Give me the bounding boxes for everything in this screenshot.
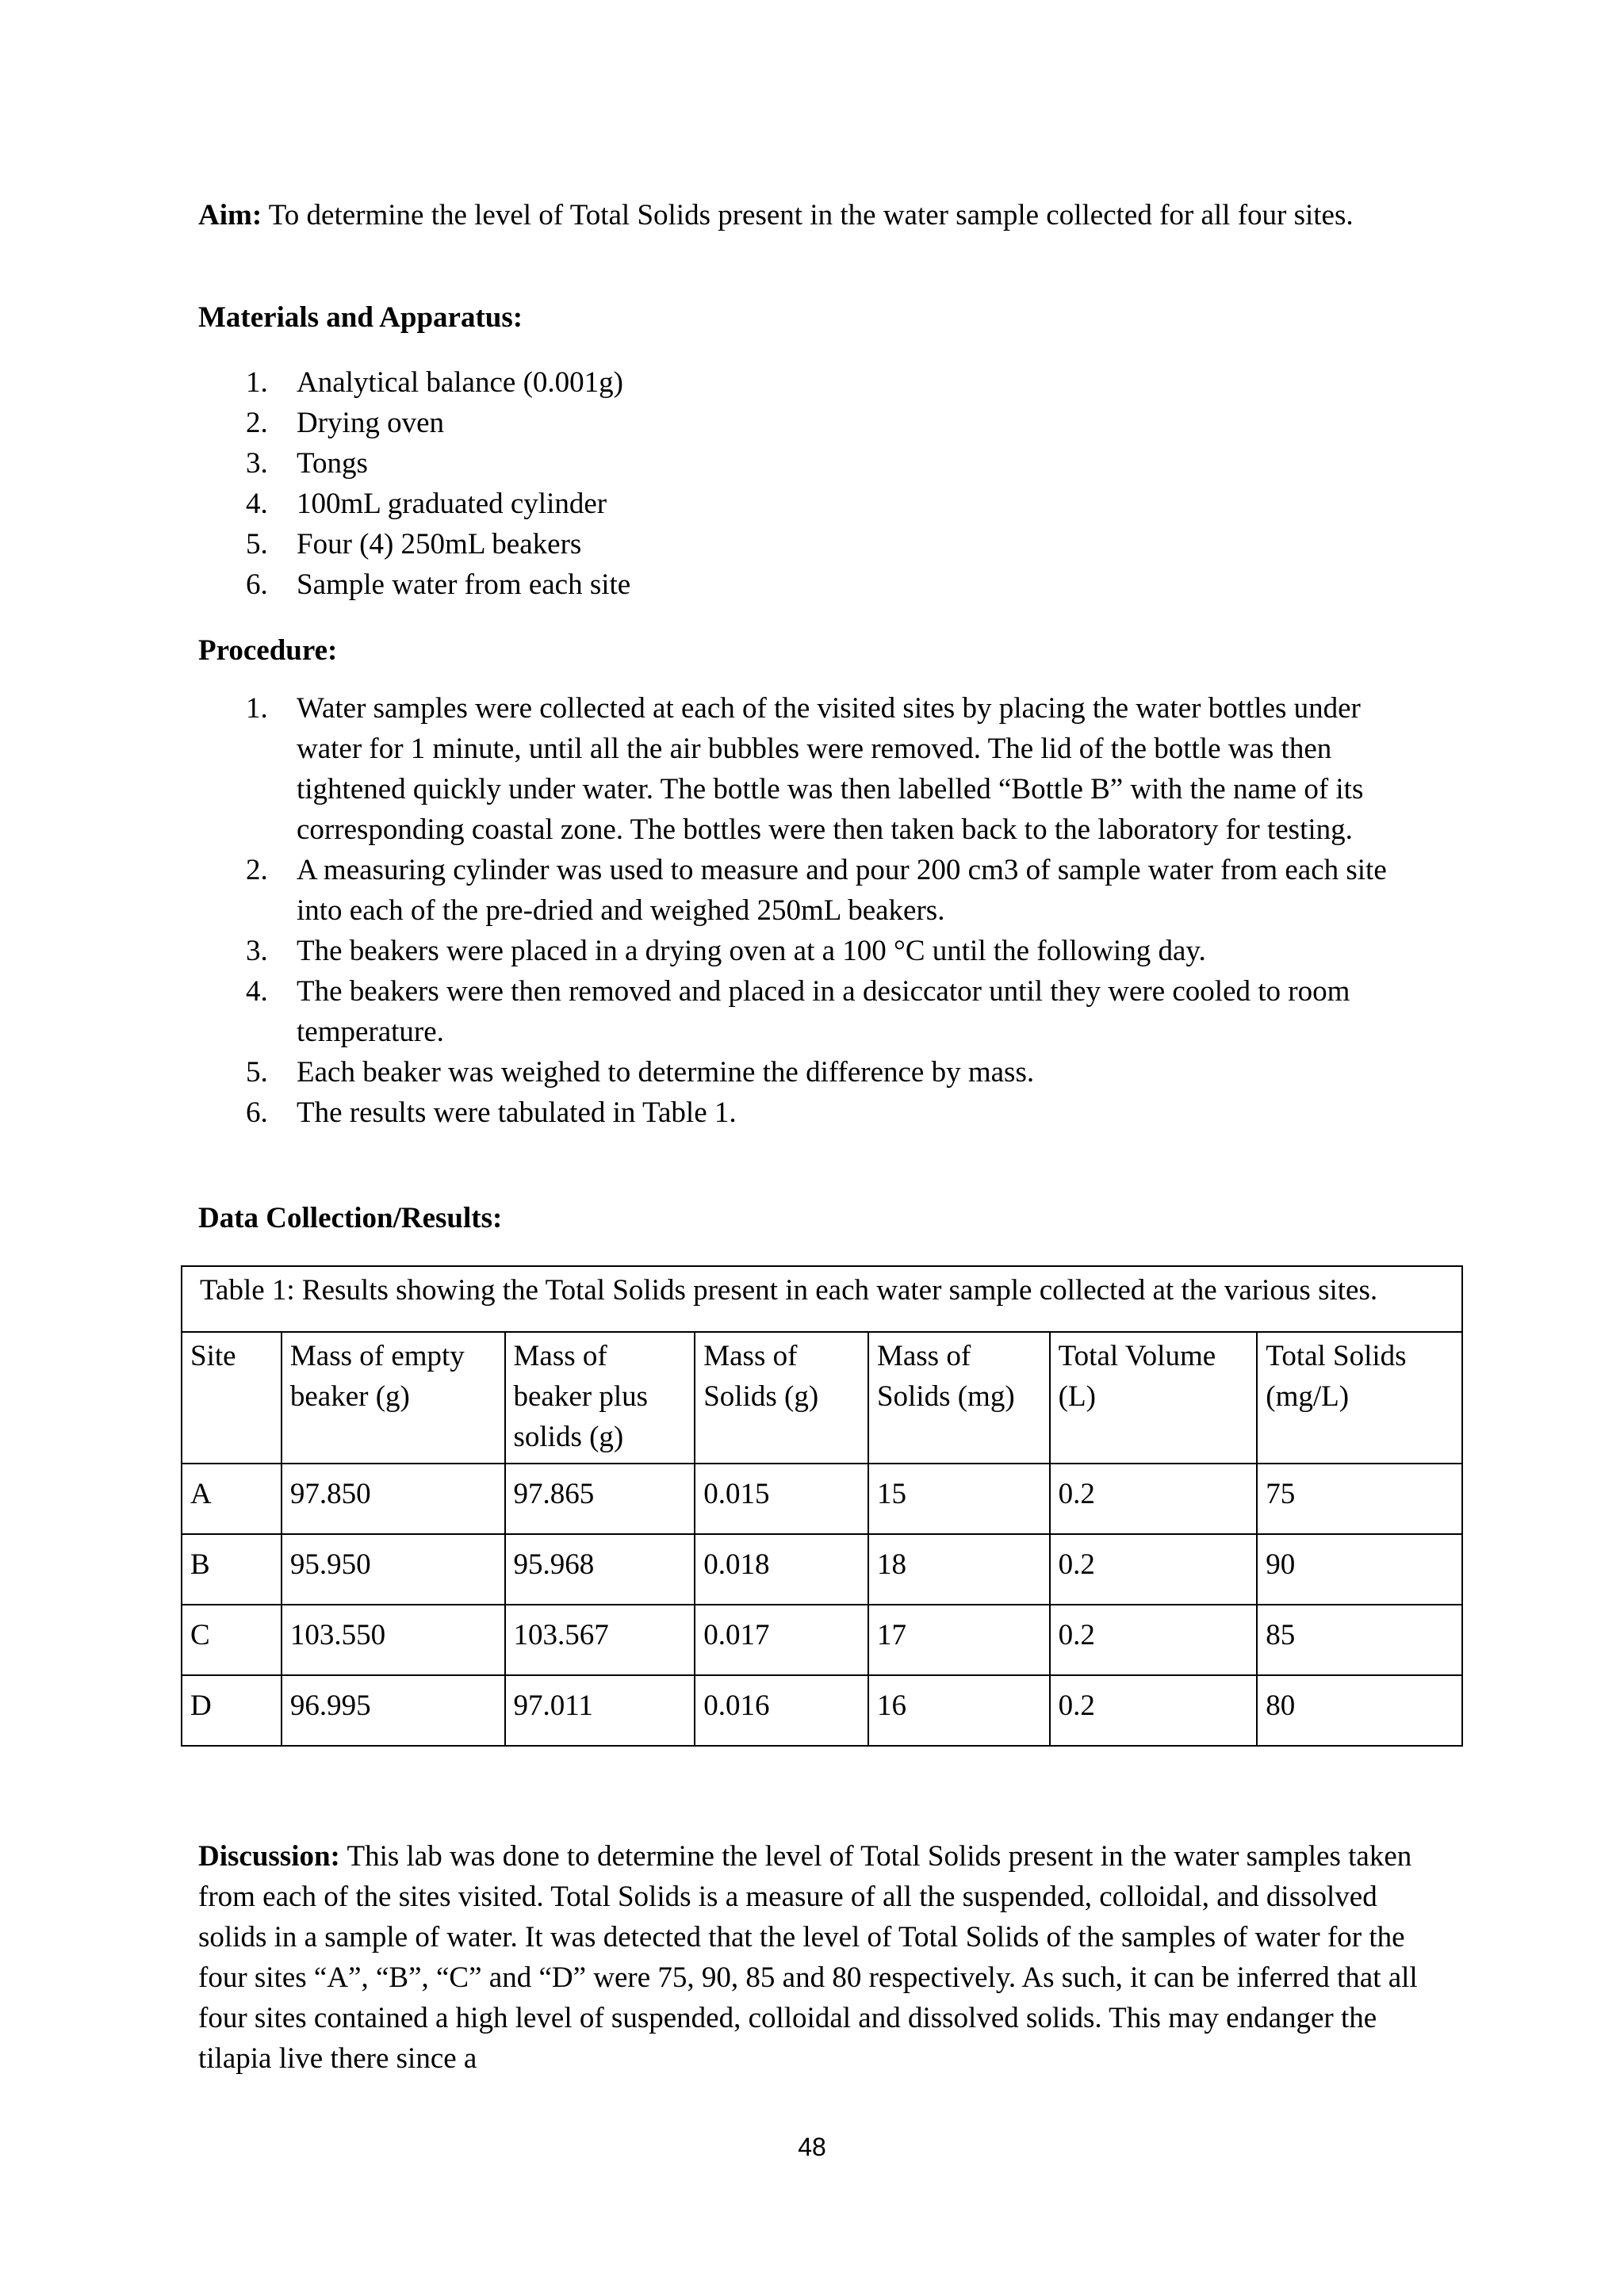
table-cell: 97.011 bbox=[505, 1675, 695, 1746]
table-row bbox=[182, 1534, 1462, 1605]
table-cell: 15 bbox=[868, 1464, 1050, 1534]
results-table bbox=[181, 1265, 1463, 1747]
column-header: Mass of beaker plus solids (g) bbox=[505, 1332, 695, 1464]
materials-heading: Materials and Apparatus: bbox=[198, 301, 523, 334]
table-cell: 0.016 bbox=[695, 1675, 868, 1746]
table-cell: 0.2 bbox=[1050, 1605, 1258, 1675]
table-caption-row bbox=[182, 1266, 1462, 1332]
procedure-heading: Procedure: bbox=[198, 634, 338, 667]
table-cell: 75 bbox=[1257, 1464, 1462, 1534]
list-item: 3. Tongs bbox=[246, 447, 368, 480]
aim-label: Aim: bbox=[198, 199, 262, 232]
table-caption: Table 1: Results showing the Total Solids present in each water sample collected at the various sites. bbox=[182, 1266, 1462, 1332]
list-item: 5. Each beaker was weighed to determine the difference by mass. bbox=[246, 1056, 1035, 1089]
list-item: 1. Water samples were collected at each of the visited sites by placing the water bottles under water for 1 minute, until all the air bubbles were removed. The lid of the bottle was then tightened quickly under water. The bottle was then labelled “Bottle B” with the name of its corresponding coastal zone. The bottles were then taken back to the laboratory for testing. bbox=[246, 692, 1364, 846]
table-cell: 97.850 bbox=[282, 1464, 505, 1534]
list-item: 1. Analytical balance (0.001g) bbox=[246, 366, 623, 399]
list-item: 6. The results were tabulated in Table 1. bbox=[246, 1096, 737, 1129]
table-header-row bbox=[182, 1332, 1462, 1464]
list-item: 3. The beakers were placed in a drying oven at a 100 °C until the following day. bbox=[246, 935, 1206, 967]
table-row bbox=[182, 1605, 1462, 1675]
column-header: Mass of Solids (g) bbox=[695, 1332, 868, 1464]
aim-paragraph bbox=[198, 195, 1419, 235]
table-cell: 97.865 bbox=[505, 1464, 695, 1534]
table-cell: 103.567 bbox=[505, 1605, 695, 1675]
discussion-text: This lab was done to determine the level of Total Solids present in the water samples taken from each of the sites visited. Total Solids is a measure of all the suspended, colloidal, and dissolved solids in a sample of water. It was detected that the level of Total Solids of the samples of water for the four sites “A”, “B”, “C” and “D” were 75, 90, 85 and 80 respectively. As such, it can be inferred that all four sites contained a high level of suspended, colloidal and dissolved solids. This may endanger the tilapia live there since a bbox=[198, 1840, 1418, 2075]
table-cell: 95.968 bbox=[505, 1534, 695, 1605]
list-item: 2. Drying oven bbox=[246, 407, 444, 439]
materials-list bbox=[198, 362, 1419, 605]
column-header: Total Volume (L) bbox=[1050, 1332, 1258, 1464]
list-item: 4. The beakers were then removed and placed in a desiccator until they were cooled to room temperature. bbox=[246, 975, 1350, 1048]
results-heading: Data Collection/Results: bbox=[198, 1202, 503, 1234]
table-cell: 0.2 bbox=[1050, 1675, 1258, 1746]
list-item: 6. Sample water from each site bbox=[246, 568, 631, 601]
list-item: 5. Four (4) 250mL beakers bbox=[246, 528, 582, 561]
table-cell: A bbox=[182, 1464, 282, 1534]
procedure-list bbox=[198, 688, 1419, 1133]
table-cell: 80 bbox=[1257, 1675, 1462, 1746]
discussion-paragraph bbox=[198, 1836, 1419, 2079]
list-item: 2. A measuring cylinder was used to measure and pour 200 cm3 of sample water from each site into each of the pre-dried and weighed 250mL beakers. bbox=[246, 854, 1387, 927]
table-cell: D bbox=[182, 1675, 282, 1746]
table-cell: 90 bbox=[1257, 1534, 1462, 1605]
table-cell: 18 bbox=[868, 1534, 1050, 1605]
table-cell: 17 bbox=[868, 1605, 1050, 1675]
column-header: Total Solids (mg/L) bbox=[1257, 1332, 1462, 1464]
table-cell: 103.550 bbox=[282, 1605, 505, 1675]
table-cell: 0.017 bbox=[695, 1605, 868, 1675]
table-cell: 0.015 bbox=[695, 1464, 868, 1534]
table-cell: 85 bbox=[1257, 1605, 1462, 1675]
discussion-label: Discussion: bbox=[198, 1840, 340, 1873]
table-cell: 96.995 bbox=[282, 1675, 505, 1746]
column-header: Site bbox=[182, 1332, 282, 1464]
page-number: 48 bbox=[798, 2133, 826, 2161]
table-row bbox=[182, 1675, 1462, 1746]
table-cell: 16 bbox=[868, 1675, 1050, 1746]
aim-text: To determine the level of Total Solids present in the water sample collected for all four sites. bbox=[268, 199, 1354, 232]
table-cell: 0.2 bbox=[1050, 1464, 1258, 1534]
table-cell: C bbox=[182, 1605, 282, 1675]
list-item: 4. 100mL graduated cylinder bbox=[246, 488, 607, 520]
table-cell: B bbox=[182, 1534, 282, 1605]
table-row bbox=[182, 1464, 1462, 1534]
table-cell: 95.950 bbox=[282, 1534, 505, 1605]
table-cell: 0.018 bbox=[695, 1534, 868, 1605]
column-header: Mass of Solids (mg) bbox=[868, 1332, 1050, 1464]
table-cell: 0.2 bbox=[1050, 1534, 1258, 1605]
column-header: Mass of empty beaker (g) bbox=[282, 1332, 505, 1464]
